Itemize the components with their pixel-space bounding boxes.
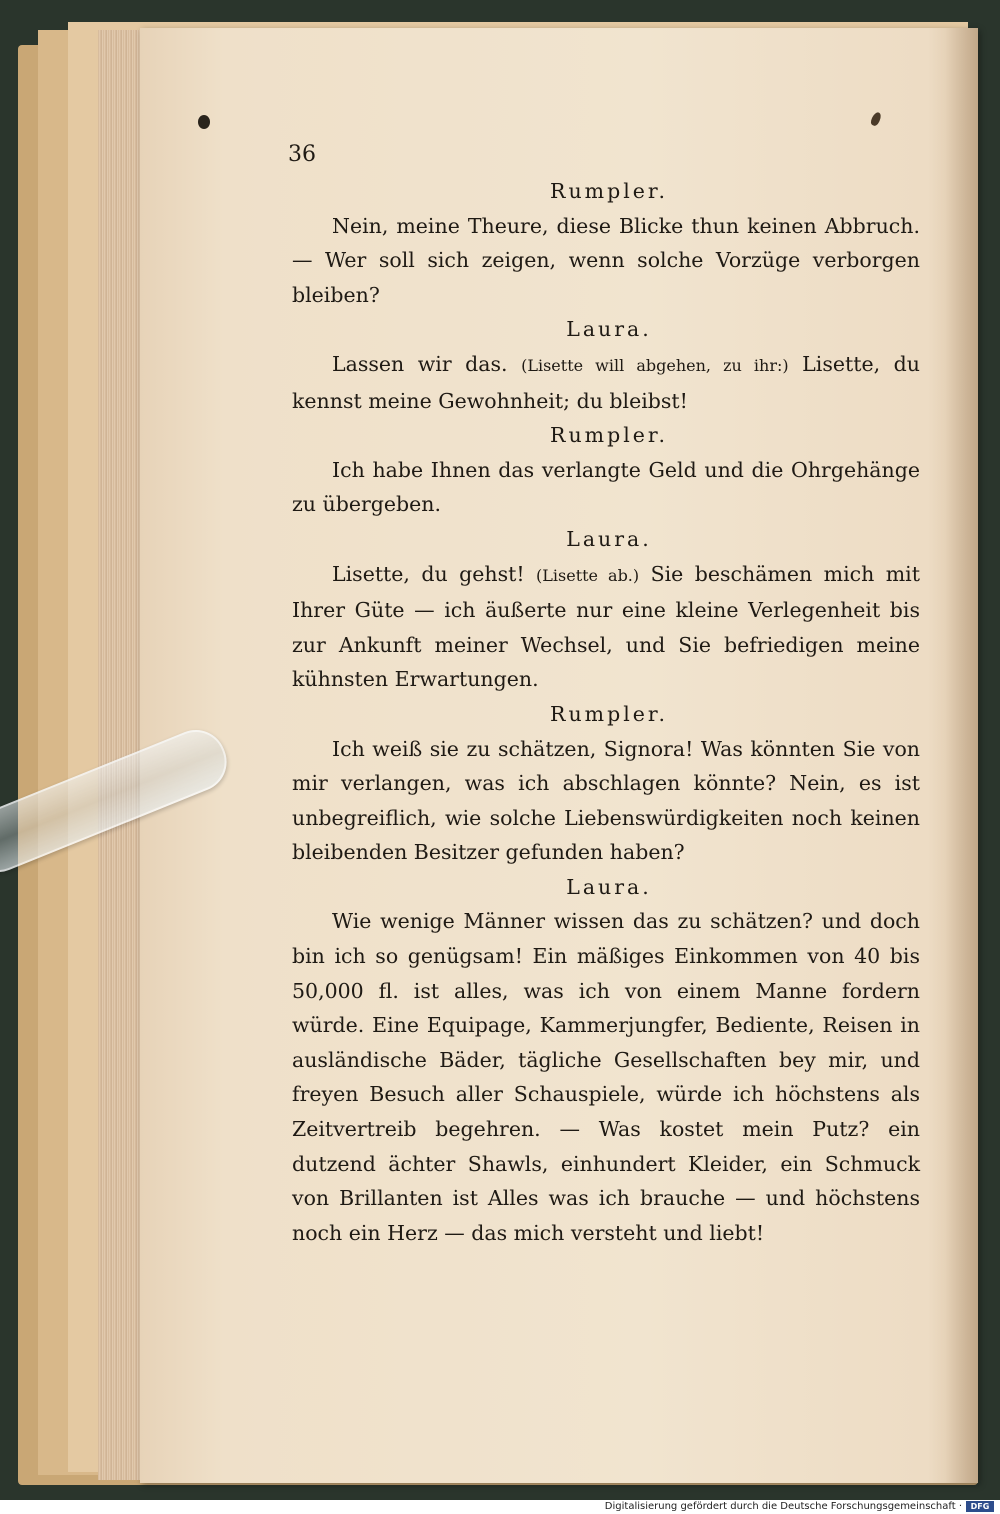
- dialogue-text: Lisette, du gehst!: [332, 561, 525, 586]
- dfg-logo: DFG: [966, 1501, 994, 1512]
- stage-direction: (Lisette will abgehen, zu ihr:): [521, 355, 789, 375]
- page-text: [292, 140, 920, 1250]
- speaker-heading: Laura.: [566, 874, 652, 899]
- stage-direction: (Lisette ab.): [536, 565, 640, 585]
- speaker-heading: Laura.: [566, 526, 652, 551]
- dialogue-paragraph: [292, 557, 920, 697]
- dialogue-text: Sie beschämen mich mit Ihrer Güte — ich äußerte nur eine kleine Verlegenheit bis zur Ankunft meiner Wechsel, und Sie befriedigen meine kühnsten Erwartungen.: [292, 561, 920, 692]
- dialogue-paragraph: Wie wenige Männer wissen das zu schätzen? und doch bin ich so genügsam! Ein mäßiges Einkommen von 40 bis 50,000 fl. ist alles, was ich von einem Manne fordern würde. Eine Equipage, Kammerjungfer, Bediente, Reisen in ausländische Bäder, tägliche Gesellschaften bey mir, und freyen Besuch aller Schauspiele, würde ich höchstens als Zeitvertreib begehren. — Was kostet mein Putz? ein dutzend ächter Shawls, einhundert Kleider, ein Schmuck von Brillanten ist Alles was ich brauche — und höchstens noch ein Herz — das mich versteht und liebt!: [292, 909, 920, 1245]
- speaker-heading: Rumpler.: [550, 423, 668, 448]
- dialogue-text: Lisette, du kennst meine Gewohnheit; du bleibst!: [292, 351, 920, 413]
- dialogue-paragraph: Ich weiß sie zu schätzen, Signora! Was könnten Sie von mir verlangen, was ich abschlagen könnte? Nein, es ist unbegreiflich, wie solche Liebenswürdigkeiten noch keinen bleibenden Besitzer gefunden haben?: [292, 736, 920, 865]
- speaker-heading: Rumpler.: [550, 179, 668, 203]
- speaker-heading: Rumpler.: [550, 701, 668, 726]
- funding-credit: Digitalisierung gefördert durch die Deutsche Forschungsgemeinschaft ·: [604, 1501, 962, 1512]
- gutter-shadow: [945, 28, 978, 1483]
- dialogue-paragraph: Nein, meine Theure, diese Blicke thun keinen Abbruch. — Wer soll sich zeigen, wenn solche Vorzüge verborgen bleiben?: [292, 213, 920, 307]
- dialogue-paragraph: [292, 347, 920, 418]
- dialogue-text: Lassen wir das.: [332, 351, 508, 376]
- ink-spot: [198, 115, 210, 129]
- speaker-heading: Laura.: [566, 317, 652, 342]
- dialogue-paragraph: Ich habe Ihnen das verlangte Geld und die Ohrgehänge zu übergeben.: [292, 457, 920, 517]
- page-number: 36: [288, 142, 316, 167]
